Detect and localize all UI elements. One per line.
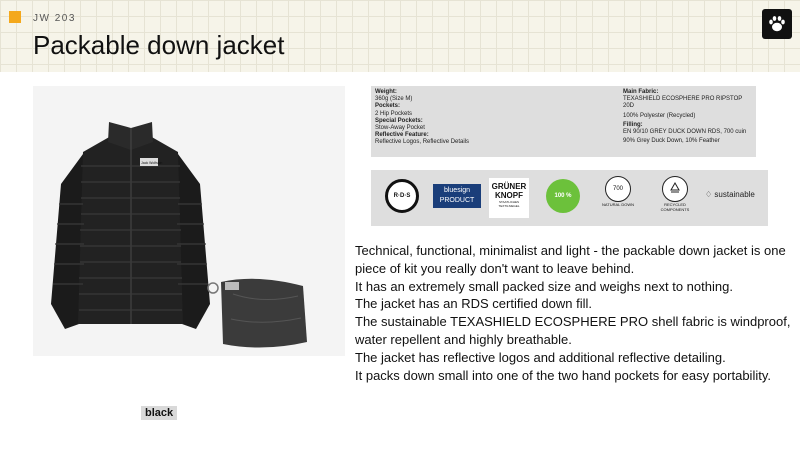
spec-panel <box>371 86 756 157</box>
page-title: Packable down jacket <box>33 30 285 60</box>
spec-value: TEXASHIELD ECOSPHERE PRO RIPSTOP 20D <box>623 96 743 110</box>
paw-icon <box>762 9 792 39</box>
bluesign-badge: bluesign PRODUCT <box>433 184 481 208</box>
spec-value: Reflective Logos, Reflective Details <box>375 139 470 146</box>
recycled-components-badge: RECYCLED COMPONENTS <box>658 176 692 220</box>
spec-column-right <box>623 89 753 145</box>
rds-badge: R·D·S <box>385 179 419 213</box>
spec-value: 90% Grey Duck Down, 10% Feather <box>623 138 720 145</box>
description-line: The jacket has an RDS certified down fill. <box>355 296 592 312</box>
color-label: black <box>141 406 177 420</box>
recycle-icon <box>662 176 688 202</box>
spec-label: Weight: <box>375 89 397 95</box>
spec-value: Stow-Away Pocket <box>375 125 425 132</box>
tag-icon: ♢ <box>705 190 713 199</box>
recycled-badge: 100 % <box>546 179 580 213</box>
description-line: Technical, functional, minimalist and light - the packable down jacket is one piece of kit you really don't want to leave behind. <box>355 243 786 276</box>
product-description <box>355 242 795 384</box>
spec-label: Pockets: <box>375 103 401 110</box>
description-line: The sustainable TEXASHIELD ECOSPHERE PRO shell fabric is windproof, water repellent and highly breathable. <box>355 314 791 347</box>
spec-label: Special Pockets: <box>375 117 423 124</box>
spec-value: 100% Polyester (Recycled) <box>623 112 696 119</box>
fill-power-badge: 700 NATURAL DOWN <box>601 176 635 220</box>
certification-panel <box>371 170 768 226</box>
spec-column-left <box>375 89 575 147</box>
spec-value: EN 90/10 GREY DUCK DOWN RDS, 700 cuin <box>623 129 747 136</box>
spec-value: 360g (Size M) <box>375 96 413 103</box>
description-line: The jacket has reflective logos and additional reflective detailing. <box>355 349 726 365</box>
description-line: It has an extremely small packed size and weighs next to nothing. <box>355 278 733 294</box>
accent-square <box>9 11 21 23</box>
spec-label: Filling: <box>623 121 643 128</box>
description-line: It packs down small into one of the two hand pockets for easy portability. <box>355 367 771 383</box>
sustainable-tag: ♢ sustainable <box>705 190 755 199</box>
pouch-image <box>203 274 313 354</box>
spec-label: Main Fabric: <box>623 89 659 95</box>
gruener-knopf-badge: GRÜNER KNOPF STAATLICHES TEXTILSIEGEL <box>489 178 529 218</box>
jacket-image <box>43 114 218 344</box>
spec-value: 2 Hip Pockets <box>375 110 413 117</box>
product-image-panel <box>33 86 345 419</box>
product-code: JW 203 <box>33 13 76 24</box>
jacket-logo: Jack Wolfskin <box>141 161 163 165</box>
spec-label: Reflective Feature: <box>375 132 429 139</box>
